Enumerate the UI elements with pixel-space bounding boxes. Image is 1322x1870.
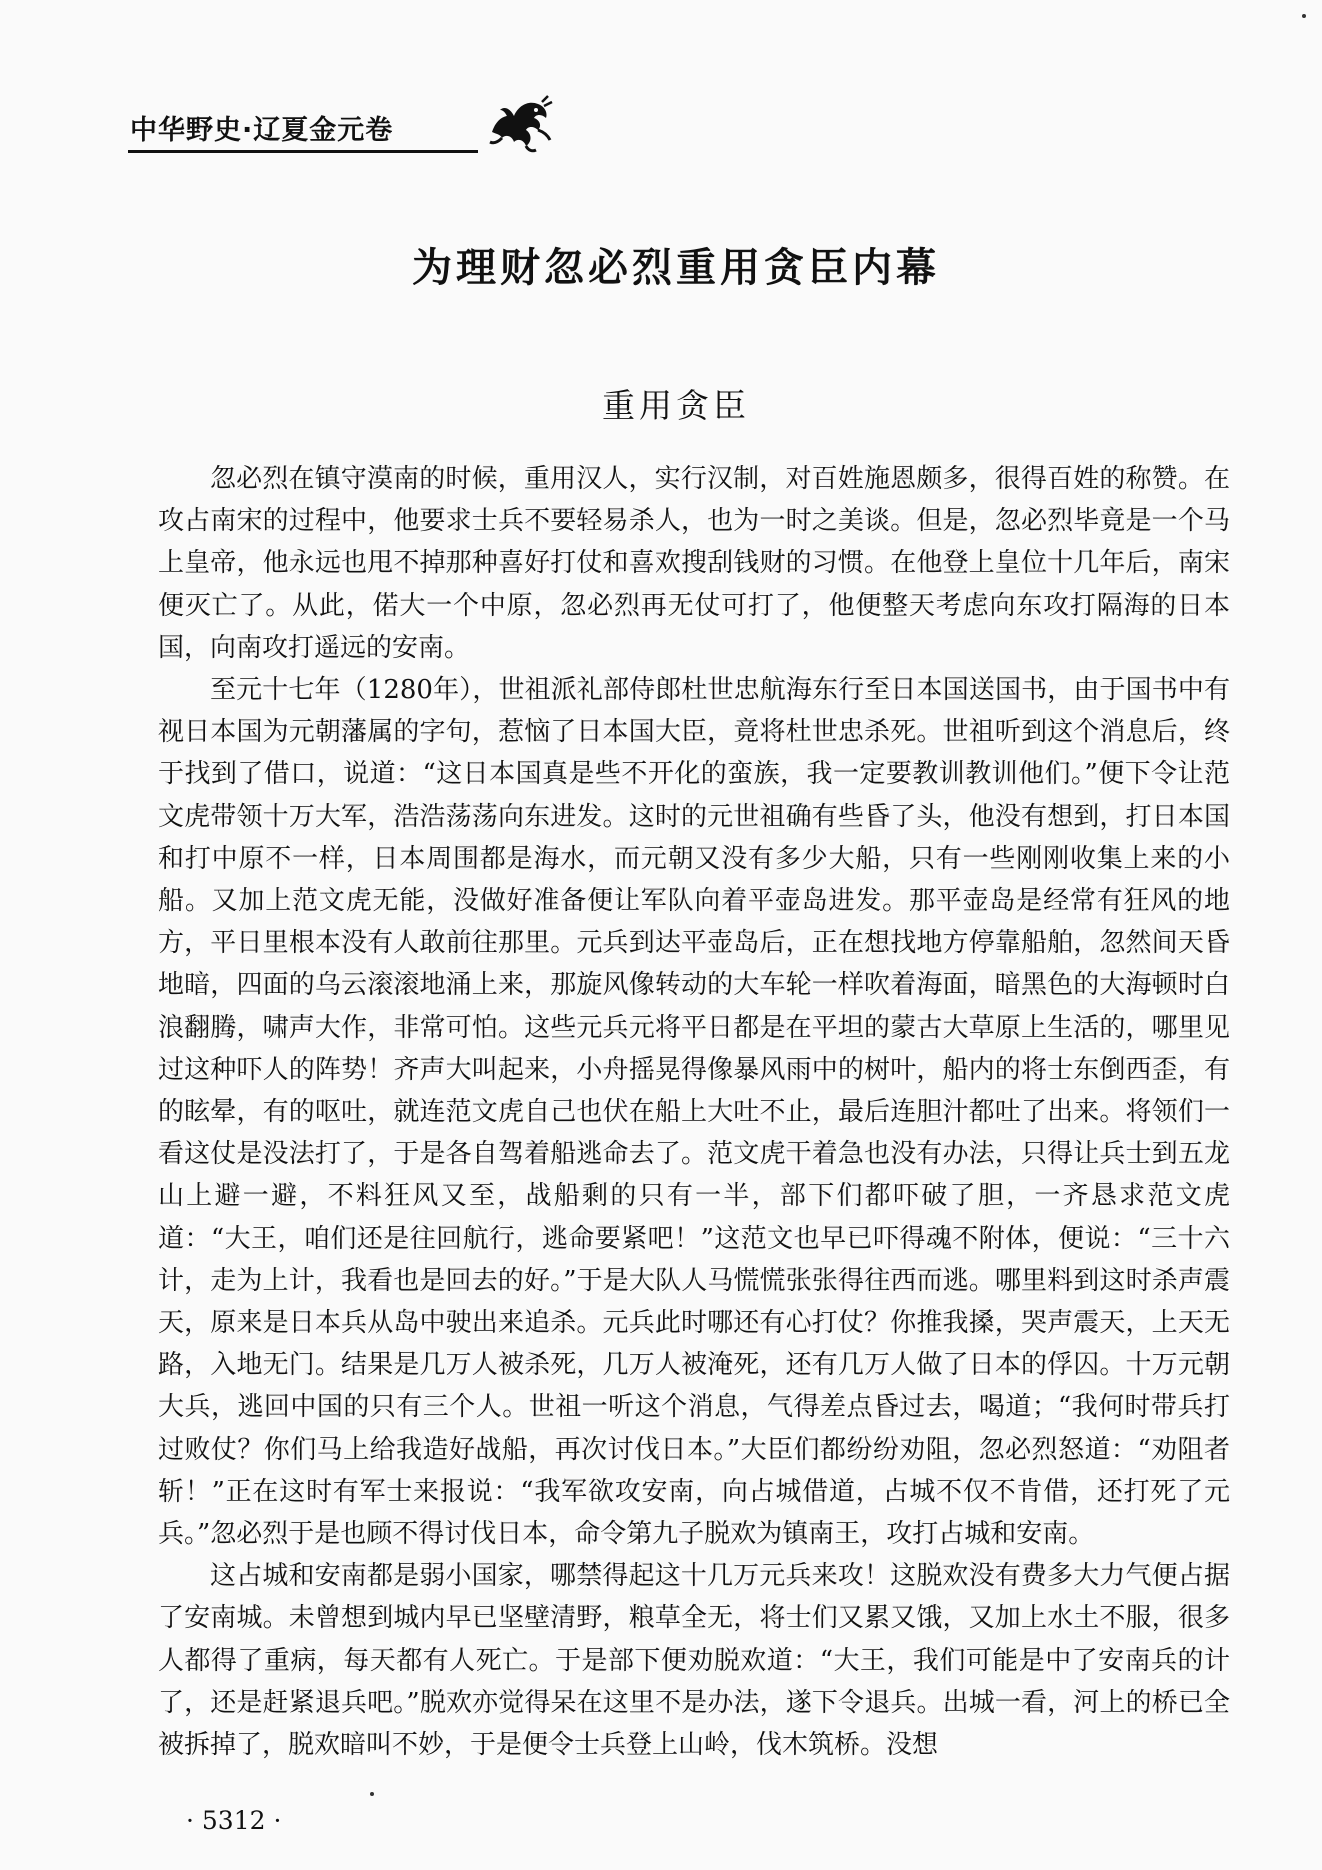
article-title: 为理财忽必烈重用贪臣内幕 [412, 245, 940, 291]
header-rule [128, 150, 478, 153]
paragraph: 忽必烈在镇守漠南的时候，重用汉人，实行汉制，对百姓施恩颇多，很得百姓的称赞。在攻占南宋的过程中，他要求士兵不要轻易杀人，也为一时之美谈。但是，忽必烈毕竟是一个马上皇帝，他永远也甩不掉那种喜好打仗和喜欢搜刮钱财的习惯。在他登上皇位十几年后，南宋便灭亡了。从此，偌大一个中原，忽必烈再无仗可打了，他便整天考虑向东攻打隔海的日本国，向南攻打遥远的安南。 [158, 464, 1230, 663]
dragon-emblem-icon [484, 92, 554, 154]
section-title: 重用贪臣 [602, 386, 750, 425]
page-number: · 5312 · [186, 1806, 282, 1835]
scan-speck [370, 1792, 374, 1796]
book-title: 中华野史·辽夏金元卷 [130, 115, 394, 146]
paragraph: 这占城和安南都是弱小国家，哪禁得起这十几万元兵来攻！这脱欢没有费多大力气便占据了安南城。未曾想到城内早已坚壁清野，粮草全无，将士们又累又饿，又加上水土不服，很多人都得了重病，每天都有人死亡。于是部下便劝脱欢道：“大王，我们可能是中了安南兵的计了，还是赶紧退兵吧。”脱欢亦觉得呆在这里不是办法，遂下令退兵。出城一看，河上的桥已全被拆掉了，脱欢暗叫不妙，于是便令士兵登上山岭，伐木筑桥。没想 [158, 1561, 1230, 1761]
scan-speck [1302, 14, 1306, 18]
article-body [158, 458, 1230, 1766]
paragraph: 至元十七年（1280年），世祖派礼部侍郎杜世忠航海东行至日本国送国书，由于国书中有视日本国为元朝藩属的字句，惹恼了日本国大臣，竟将杜世忠杀死。世祖听到这个消息后，终于找到了借口，说道：“这日本国真是些不开化的蛮族，我一定要教训教训他们。”便下令让范文虎带领十万大军，浩浩荡荡向东进发。这时的元世祖确有些昏了头，他没有想到，打日本国和打中原不一样，日本周围都是海水，而元朝又没有多少大船，只有一些刚刚收集上来的小船。又加上范文虎无能，没做好准备便让军队向着平壶岛进发。那平壶岛是经常有狂风的地方，平日里根本没有人敢前往那里。元兵到达平壶岛后，正在想找地方停靠船舶，忽然间天昏地暗，四面的乌云滚滚地涌上来，那旋风像转动的大车轮一样吹着海面，暗黑色的大海顿时白浪翻腾，啸声大作，非常可怕。这些元兵元将平日都是在平坦的蒙古大草原上生活的，哪里见过这种吓人的阵势！齐声大叫起来，小舟摇晃得像暴风雨中的树叶，船内的将士东倒西歪，有的眩晕，有的呕吐，就连范文虎自己也伏在船上大吐不止，最后连胆汁都吐了出来。将领们一看这仗是没法打了，于是各自驾着船逃命去了。范文虎干着急也没有办法，只得让兵士到五龙山上避一避，不料狂风又至，战船剩的只有一半，部下们都吓破了胆，一齐恳求范文虎道：“大王，咱们还是往回航行，逃命要紧吧！”这范文也早已吓得魂不附体，便说：“三十六计，走为上计，我看也是回去的好。”于是大队人马慌慌张张得往西而逃。哪里料到这时杀声震天，原来是日本兵从岛中驶出来追杀。元兵此时哪还有心打仗？你推我搡，哭声震天，上天无路，入地无门。结果是几万人被杀死，几万人被淹死，还有几万人做了日本的俘囚。十万元朝大兵，逃回中国的只有三个人。世祖一听这个消息，气得差点昏过去，喝道；“我何时带兵打过败仗？你们马上给我造好战船，再次讨伐日本。”大臣们都纷纷劝阻，忽必烈怒道：“劝阻者斩！”正在这时有军士来报说：“我军欲攻安南，向占城借道，占城不仅不肯借，还打死了元兵。”忽必烈于是也顾不得讨伐日本，命令第九子脱欢为镇南王，攻打占城和安南。 [158, 675, 1230, 1550]
